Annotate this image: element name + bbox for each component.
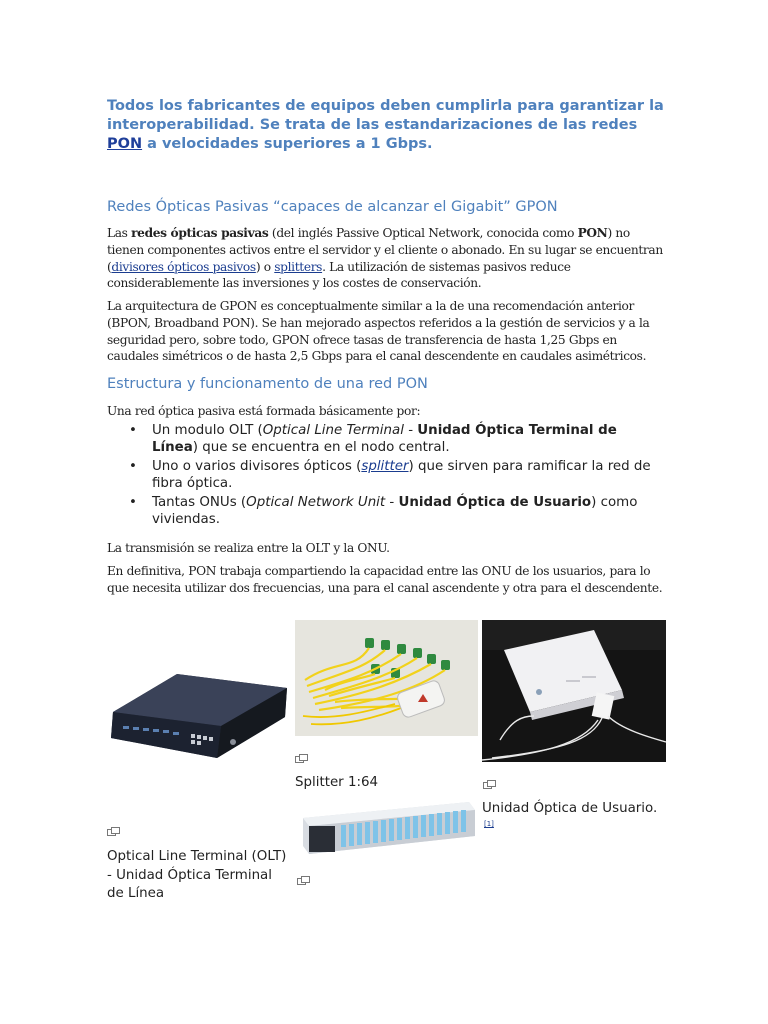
bullet-glyph: • (129, 459, 137, 474)
intro-text: Todos los fabricantes de equipos deben cumplirla para garantizar la interoperabilidad. Se trata de las estandarizaciones de las redes (107, 98, 664, 133)
section-heading-structure: Estructura y funcionamento de una red PON (107, 376, 428, 392)
italic-term: Optical Line Terminal (262, 423, 404, 438)
pon-link[interactable]: PON (107, 136, 143, 152)
bold-term: redes ópticas pasivas (131, 226, 269, 240)
text-run: Un modulo OLT ( (152, 423, 263, 438)
bold-term: Unidad Óptica Terminal de Línea (152, 423, 617, 455)
paragraph-summary: En definitiva, PON trabaja compartiendo la capacidad entre las ONU de los usuarios, para lo que necesita utilizar dos frecuencias, una para el canal ascendente y otra para el descendente. (107, 564, 663, 595)
list-item (107, 459, 663, 492)
text-run: - (403, 423, 418, 438)
list-item (107, 495, 663, 528)
intro-tail: a velocidades superiores a 1 Gbps. (142, 136, 433, 152)
text-run: Las (107, 226, 132, 240)
image-icon (295, 750, 308, 759)
bullet-glyph: • (129, 495, 137, 510)
olt-image (107, 662, 290, 764)
link-splitter[interactable]: splitter (361, 459, 409, 474)
paragraph-passive-networks (107, 225, 663, 292)
splitter-rack-image (299, 796, 476, 856)
text-run: - (385, 495, 399, 510)
olt-caption: Optical Line Terminal (OLT) - Unidad Óptica Terminal de Línea (107, 849, 287, 901)
onu-caption: Unidad Óptica de Usuario. (482, 801, 658, 816)
footnote-ref-link[interactable]: [1] (484, 820, 494, 828)
text-run: (del inglés Passive Optical Network, conocida como (268, 226, 578, 240)
text-run: ) no tienen componentes activos entre el servidor y el cliente o abonado. En su lugar se encuentran ( (107, 226, 663, 274)
text-run: Uno o varios divisores ópticos ( (152, 459, 362, 474)
bold-term: PON (577, 226, 608, 240)
image-icon (297, 872, 310, 881)
text-run: ) que sirven para ramificar la red de fibra óptica. (152, 459, 651, 491)
section-heading-gpon: Redes Ópticas Pasivas “capaces de alcanzar el Gigabit” GPON (107, 199, 558, 215)
intro-paragraph (107, 97, 667, 154)
bold-term: Unidad Óptica de Usuario (398, 495, 592, 510)
italic-term: Optical Network Unit (246, 495, 386, 510)
splitter-fibers-image (295, 620, 478, 736)
onu-image (482, 620, 666, 762)
paragraph-gpon-architecture: La arquitectura de GPON es conceptualmente similar a la de una recomendación anterior (BPON, Broadband PON). Se han mejorado aspectos referidos a la gestión de servicios y a la seguridad pero, sobre todo, GPON ofrece tasas de transferencia de hasta 1,25 Gbps en caudales simétricos o de hasta 2,5 Gbps para el canal descendente en caudales asimétricos. (107, 299, 650, 364)
link-splitters[interactable]: splitters (274, 259, 323, 274)
component-list (107, 423, 663, 531)
text-run: . La utilización de sistemas pasivos reduce considerablemente las inversiones y los costes de conservación. (107, 259, 571, 291)
list-item (107, 423, 663, 456)
image-icon (107, 823, 120, 832)
paragraph-transmission: La transmisión se realiza entre la OLT y la ONU. (107, 541, 390, 555)
text-run: ) como viviendas. (152, 495, 638, 527)
text-run: Tantas ONUs ( (152, 495, 247, 510)
bullet-glyph: • (129, 423, 137, 438)
paragraph-pon-intro: Una red óptica pasiva está formada básicamente por: (107, 404, 421, 418)
text-run: ) o (255, 259, 275, 274)
splitter-caption: Splitter 1:64 (295, 775, 379, 790)
image-icon (483, 776, 496, 785)
text-run: ) que se encuentra en el nodo central. (192, 439, 450, 455)
link-divisores-opticos[interactable]: divisores ópticos pasivos (111, 259, 256, 274)
